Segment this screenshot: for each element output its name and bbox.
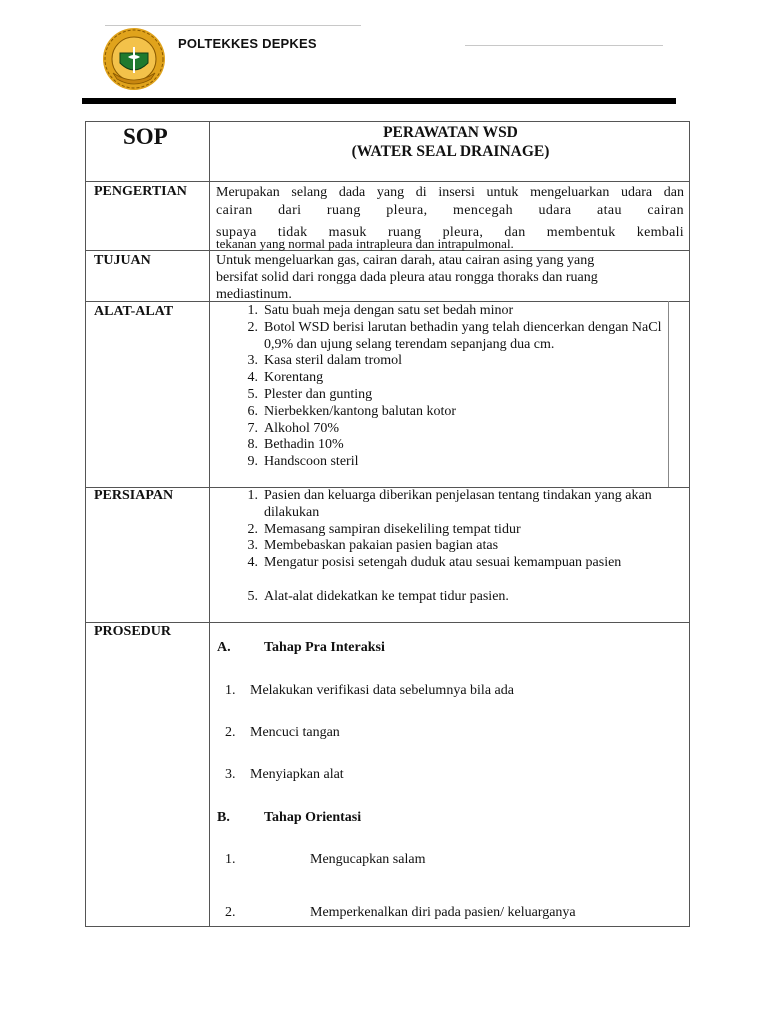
row-divider-5 bbox=[85, 622, 690, 623]
list-item-number: 1. bbox=[247, 303, 258, 318]
sop-title-line1: PERAWATAN WSD bbox=[383, 124, 518, 141]
list-item-number: 3. bbox=[247, 538, 258, 554]
list-item-number: 2. bbox=[247, 521, 258, 537]
list-item-text: Plester dan gunting bbox=[264, 386, 373, 402]
list-item-text: Kasa steril dalam tromol bbox=[264, 353, 403, 369]
pengertian-line-2: cairan dari ruang pleura, mencegah udara atau cairan bbox=[216, 203, 684, 218]
list-item-number: 1. bbox=[247, 488, 258, 503]
list-item-number: 2. bbox=[247, 319, 258, 335]
list-item-text: Alkohol 70% bbox=[264, 420, 340, 436]
list-item-number: 6. bbox=[247, 403, 258, 419]
list-item bbox=[247, 353, 664, 370]
tujuan-line-3: mediastinum. bbox=[216, 287, 292, 302]
list-item-text: Memasang sampiran disekeliling tempat tidur bbox=[264, 521, 521, 537]
list-item-text: Nierbekken/kantong balutan kotor bbox=[264, 403, 457, 419]
prosedur-label: PROSEDUR bbox=[94, 624, 172, 639]
poltekkes-logo-icon bbox=[101, 27, 167, 91]
section-a-title: Tahap Pra Interaksi bbox=[264, 640, 385, 655]
alat-label: ALAT-ALAT bbox=[94, 304, 174, 319]
list-item bbox=[247, 521, 669, 539]
list-item bbox=[247, 420, 664, 438]
tujuan-label: TUJUAN bbox=[94, 253, 151, 268]
header-right-rule bbox=[465, 45, 663, 46]
org-name: POLTEKKES DEPKES bbox=[178, 36, 317, 51]
a-step-3-number: 3. bbox=[225, 767, 236, 782]
pengertian-label: PENGERTIAN bbox=[94, 184, 187, 199]
header-top-rule bbox=[105, 25, 361, 26]
list-item-number: 3. bbox=[247, 353, 258, 369]
list-item-number: 8. bbox=[247, 437, 258, 453]
list-item bbox=[247, 403, 664, 421]
b-step-1-number: 1. bbox=[225, 852, 236, 867]
list-item-text: Botol WSD berisi larutan bethadin yang telah diencerkan dengan NaCl 0,9% dan ujung selang terendam sepanjang dua cm. bbox=[264, 319, 662, 352]
b-step-2-text: Memperkenalkan diri pada pasien/ keluarganya bbox=[310, 905, 576, 920]
list-item bbox=[247, 437, 664, 454]
list-item-text: Pasien dan keluarga diberikan penjelasan tentang tindakan yang akan dilakukan bbox=[264, 488, 652, 520]
list-item-number: 4. bbox=[247, 370, 258, 386]
list-item bbox=[247, 488, 669, 522]
section-a-letter: A. bbox=[217, 640, 231, 655]
list-item-text: Handscoon steril bbox=[264, 454, 359, 470]
tujuan-line-1: Untuk mengeluarkan gas, cairan darah, atau cairan asing yang yang bbox=[216, 253, 595, 268]
sop-label: SOP bbox=[123, 124, 168, 149]
a-step-2-number: 2. bbox=[225, 725, 236, 740]
tujuan-line-2: bersifat solid dari rongga dada pleura atau rongga thoraks dan ruang bbox=[216, 270, 598, 285]
list-item-text: Satu buah meja dengan satu set bedah minor bbox=[264, 303, 514, 318]
row-divider-1 bbox=[85, 181, 690, 182]
list-item-number: 4. bbox=[247, 555, 258, 571]
list-item-number: 7. bbox=[247, 420, 258, 436]
a-step-1-text: Melakukan verifikasi data sebelumnya bila ada bbox=[250, 683, 514, 698]
pengertian-line-1: Merupakan selang dada yang di insersi untuk mengeluarkan udara dan bbox=[216, 185, 684, 200]
list-item-number: 9. bbox=[247, 454, 258, 470]
column-divider bbox=[209, 121, 210, 927]
b-step-1-text: Mengucapkan salam bbox=[310, 852, 426, 867]
a-step-2-text: Mencuci tangan bbox=[250, 725, 340, 740]
list-item-text: Korentang bbox=[264, 370, 324, 386]
a-step-3-text: Menyiapkan alat bbox=[250, 767, 344, 782]
list-item bbox=[247, 386, 664, 404]
list-item-text: Bethadin 10% bbox=[264, 437, 344, 453]
list-item-number: 5. bbox=[247, 588, 258, 604]
sop-title-line2: (WATER SEAL DRAINAGE) bbox=[351, 143, 550, 160]
pengertian-line-3: supaya tidak masuk ruang pleura, dan membentuk kembali bbox=[216, 225, 684, 240]
list-item-number: 5. bbox=[247, 386, 258, 402]
list-item bbox=[247, 319, 664, 354]
list-item-text: Alat-alat didekatkan ke tempat tidur pasien. bbox=[264, 588, 509, 604]
section-b-title: Tahap Orientasi bbox=[264, 810, 362, 825]
header-thick-rule bbox=[82, 98, 676, 104]
b-step-2-number: 2. bbox=[225, 905, 236, 920]
persiapan-label: PERSIAPAN bbox=[94, 488, 174, 503]
list-item bbox=[247, 454, 664, 471]
persiapan-list bbox=[247, 488, 669, 606]
list-item bbox=[247, 303, 664, 320]
list-item bbox=[247, 370, 664, 387]
row-divider-3 bbox=[85, 301, 690, 302]
alat-list bbox=[247, 303, 664, 471]
pengertian-line-4: tekanan yang normal pada intrapleura dan intrapulmonal. bbox=[216, 236, 514, 251]
alat-inner-divider bbox=[668, 301, 669, 487]
list-item-text: Membebaskan pakaian pasien bagian atas bbox=[264, 538, 499, 554]
list-item bbox=[247, 538, 669, 555]
list-item-text: Mengatur posisi setengah duduk atau sesuai kemampuan pasien bbox=[264, 555, 622, 571]
a-step-1-number: 1. bbox=[225, 683, 236, 698]
list-item bbox=[247, 588, 669, 606]
section-b-letter: B. bbox=[217, 810, 230, 825]
list-item bbox=[247, 555, 669, 572]
